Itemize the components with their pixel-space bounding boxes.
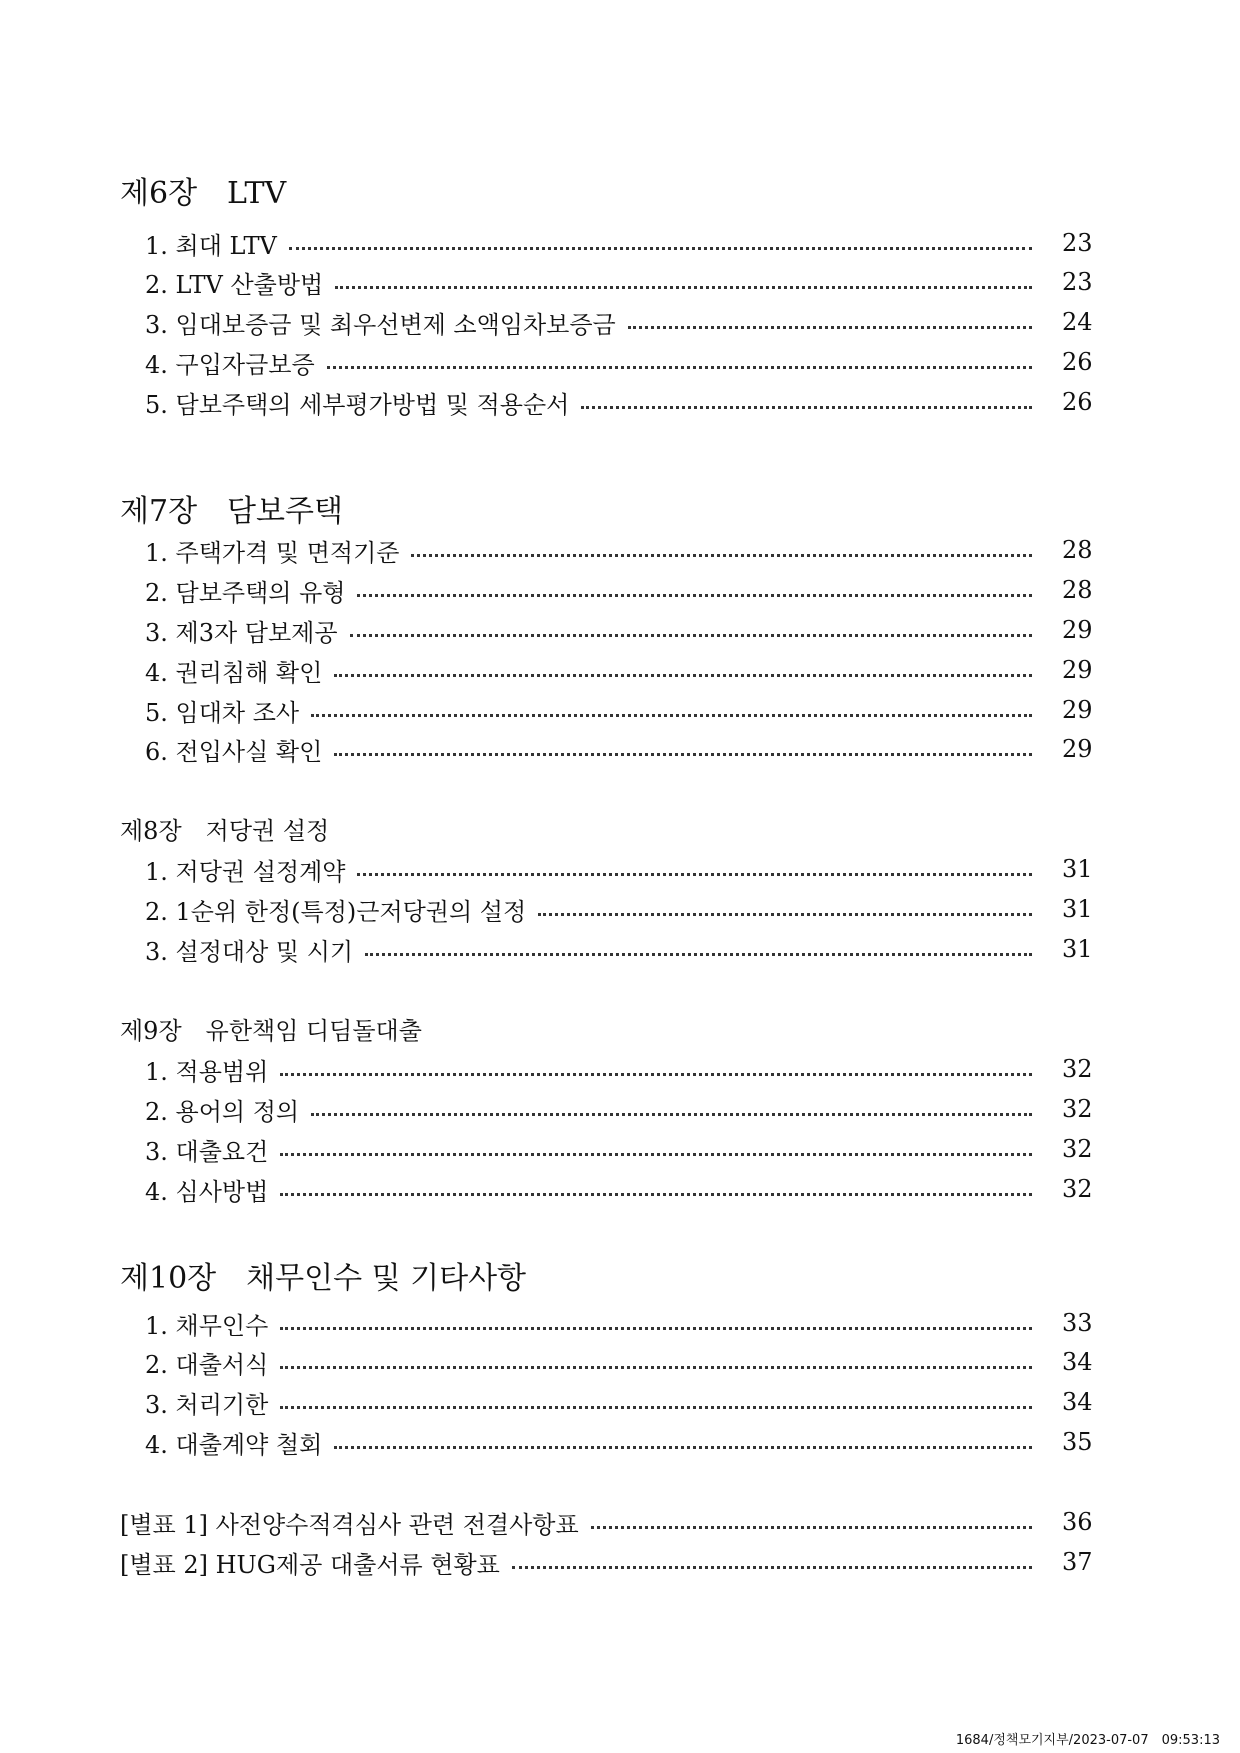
dot-leader — [628, 326, 1032, 329]
toc-entry[interactable] — [145, 1425, 1092, 1459]
toc-entry-title: [별표 1] 사전양수적격심사 관련 전결사항표 — [120, 1510, 579, 1539]
toc-page-number: 32 — [1062, 1135, 1093, 1163]
toc-entry-title: 4. 심사방법 — [145, 1177, 269, 1206]
dot-leader — [581, 406, 1032, 409]
toc-entry[interactable] — [145, 1345, 1092, 1379]
dot-leader — [334, 753, 1032, 756]
toc-page-number: 29 — [1062, 696, 1093, 724]
dot-leader — [357, 873, 1032, 876]
toc-entry-title: 1. 주택가격 및 면적기준 — [145, 538, 400, 567]
toc-entry-title: 6. 전입사실 확인 — [145, 737, 323, 766]
toc-page-number: 28 — [1062, 576, 1093, 604]
dot-leader — [311, 714, 1032, 717]
dot-leader — [280, 1366, 1032, 1369]
toc-page-number: 23 — [1062, 268, 1093, 296]
dot-leader — [311, 1113, 1032, 1116]
toc-page-number: 33 — [1062, 1309, 1093, 1337]
chapter-6-heading: 제6장 LTV — [120, 176, 287, 211]
toc-page-number: 28 — [1062, 536, 1093, 564]
toc-entry[interactable] — [145, 653, 1092, 687]
dot-leader — [365, 953, 1032, 956]
toc-entry[interactable] — [145, 613, 1092, 647]
toc-entry[interactable] — [145, 892, 1092, 926]
toc-entry[interactable] — [145, 345, 1092, 379]
toc-entry-title: 1. 적용범위 — [145, 1057, 269, 1086]
toc-entry[interactable] — [145, 1092, 1092, 1126]
toc-page-number: 32 — [1062, 1175, 1093, 1203]
toc-entry-title: 1. 채무인수 — [145, 1311, 269, 1340]
toc-page-number: 34 — [1062, 1388, 1093, 1416]
toc-page-number: 31 — [1062, 895, 1093, 923]
toc-entry-title: 4. 구입자금보증 — [145, 350, 315, 379]
toc-page-number: 24 — [1062, 308, 1093, 336]
toc-entry[interactable] — [145, 1306, 1092, 1340]
toc-entry-title: 5. 임대차 조사 — [145, 698, 300, 727]
toc-page-number: 32 — [1062, 1055, 1093, 1083]
toc-entry[interactable] — [145, 932, 1092, 966]
toc-entry-title: 3. 설정대상 및 시기 — [145, 937, 354, 966]
toc-entry[interactable] — [145, 305, 1092, 339]
dot-leader — [350, 634, 1032, 637]
toc-page-number: 37 — [1062, 1548, 1093, 1576]
toc-page-number: 31 — [1062, 855, 1093, 883]
toc-page-number: 32 — [1062, 1095, 1093, 1123]
dot-leader — [327, 366, 1032, 369]
toc-entry-title: 4. 권리침해 확인 — [145, 658, 323, 687]
toc-entry-title: 2. LTV 산출방법 — [145, 270, 324, 299]
toc-entry-title: 1. 최대 LTV — [145, 231, 277, 260]
chapter-10-heading: 제10장 채무인수 및 기타사항 — [120, 1261, 527, 1296]
annex-entry[interactable] — [120, 1505, 1092, 1539]
toc-entry-title: 2. 용어의 정의 — [145, 1097, 300, 1126]
dot-leader — [411, 554, 1032, 557]
dot-leader — [280, 1073, 1032, 1076]
toc-page-number: 36 — [1062, 1508, 1093, 1536]
toc-page-number: 29 — [1062, 735, 1093, 763]
toc-entry[interactable] — [145, 226, 1092, 260]
dot-leader — [334, 1446, 1032, 1449]
toc-entry-title: 3. 처리기한 — [145, 1390, 269, 1419]
toc-page-number: 29 — [1062, 656, 1093, 684]
toc-entry[interactable] — [145, 852, 1092, 886]
document-footer-stamp: 1684/정책모기지부/2023-07-07 09:53:13 — [955, 1733, 1220, 1748]
toc-entry-title: 2. 담보주택의 유형 — [145, 578, 346, 607]
toc-entry[interactable] — [145, 573, 1092, 607]
chapter-8-heading: 제8장 저당권 설정 — [120, 817, 330, 845]
dot-leader — [334, 674, 1032, 677]
dot-leader — [280, 1153, 1032, 1156]
toc-page-number: 23 — [1062, 229, 1093, 257]
chapter-7-heading: 제7장 담보주택 — [120, 494, 343, 529]
toc-page-number: 31 — [1062, 935, 1093, 963]
dot-leader — [538, 913, 1032, 916]
toc-page-number: 26 — [1062, 348, 1093, 376]
toc-page-number: 26 — [1062, 388, 1093, 416]
toc-entry-title: 4. 대출계약 철회 — [145, 1430, 323, 1459]
toc-entry-title: 3. 제3자 담보제공 — [145, 618, 338, 647]
toc-entry-title: 3. 임대보증금 및 최우선변제 소액임차보증금 — [145, 310, 616, 339]
toc-entry[interactable] — [145, 265, 1092, 299]
toc-entry[interactable] — [145, 533, 1092, 567]
dot-leader — [512, 1566, 1032, 1569]
dot-leader — [357, 594, 1032, 597]
dot-leader — [335, 286, 1032, 289]
toc-entry-title: [별표 2] HUG제공 대출서류 현황표 — [120, 1550, 500, 1579]
toc-page-number: 34 — [1062, 1348, 1093, 1376]
toc-entry[interactable] — [145, 1172, 1092, 1206]
toc-entry-title: 3. 대출요건 — [145, 1137, 269, 1166]
toc-entry[interactable] — [145, 1052, 1092, 1086]
chapter-9-heading: 제9장 유한책임 디딤돌대출 — [120, 1017, 422, 1045]
dot-leader — [280, 1193, 1032, 1196]
toc-page-number: 29 — [1062, 616, 1093, 644]
dot-leader — [280, 1327, 1032, 1330]
toc-entry-title: 1. 저당권 설정계약 — [145, 857, 346, 886]
toc-entry-title: 2. 대출서식 — [145, 1350, 269, 1379]
annex-entry[interactable] — [120, 1545, 1092, 1579]
toc-entry[interactable] — [145, 1132, 1092, 1166]
toc-entry[interactable] — [145, 693, 1092, 727]
dot-leader — [280, 1406, 1032, 1409]
toc-entry[interactable] — [145, 385, 1092, 419]
dot-leader — [289, 247, 1032, 250]
toc-entry[interactable] — [145, 732, 1092, 766]
toc-entry-title: 2. 1순위 한정(특정)근저당권의 설정 — [145, 897, 527, 926]
toc-entry-title: 5. 담보주택의 세부평가방법 및 적용순서 — [145, 390, 570, 419]
toc-page-number: 35 — [1062, 1428, 1093, 1456]
toc-entry[interactable] — [145, 1385, 1092, 1419]
dot-leader — [591, 1526, 1032, 1529]
